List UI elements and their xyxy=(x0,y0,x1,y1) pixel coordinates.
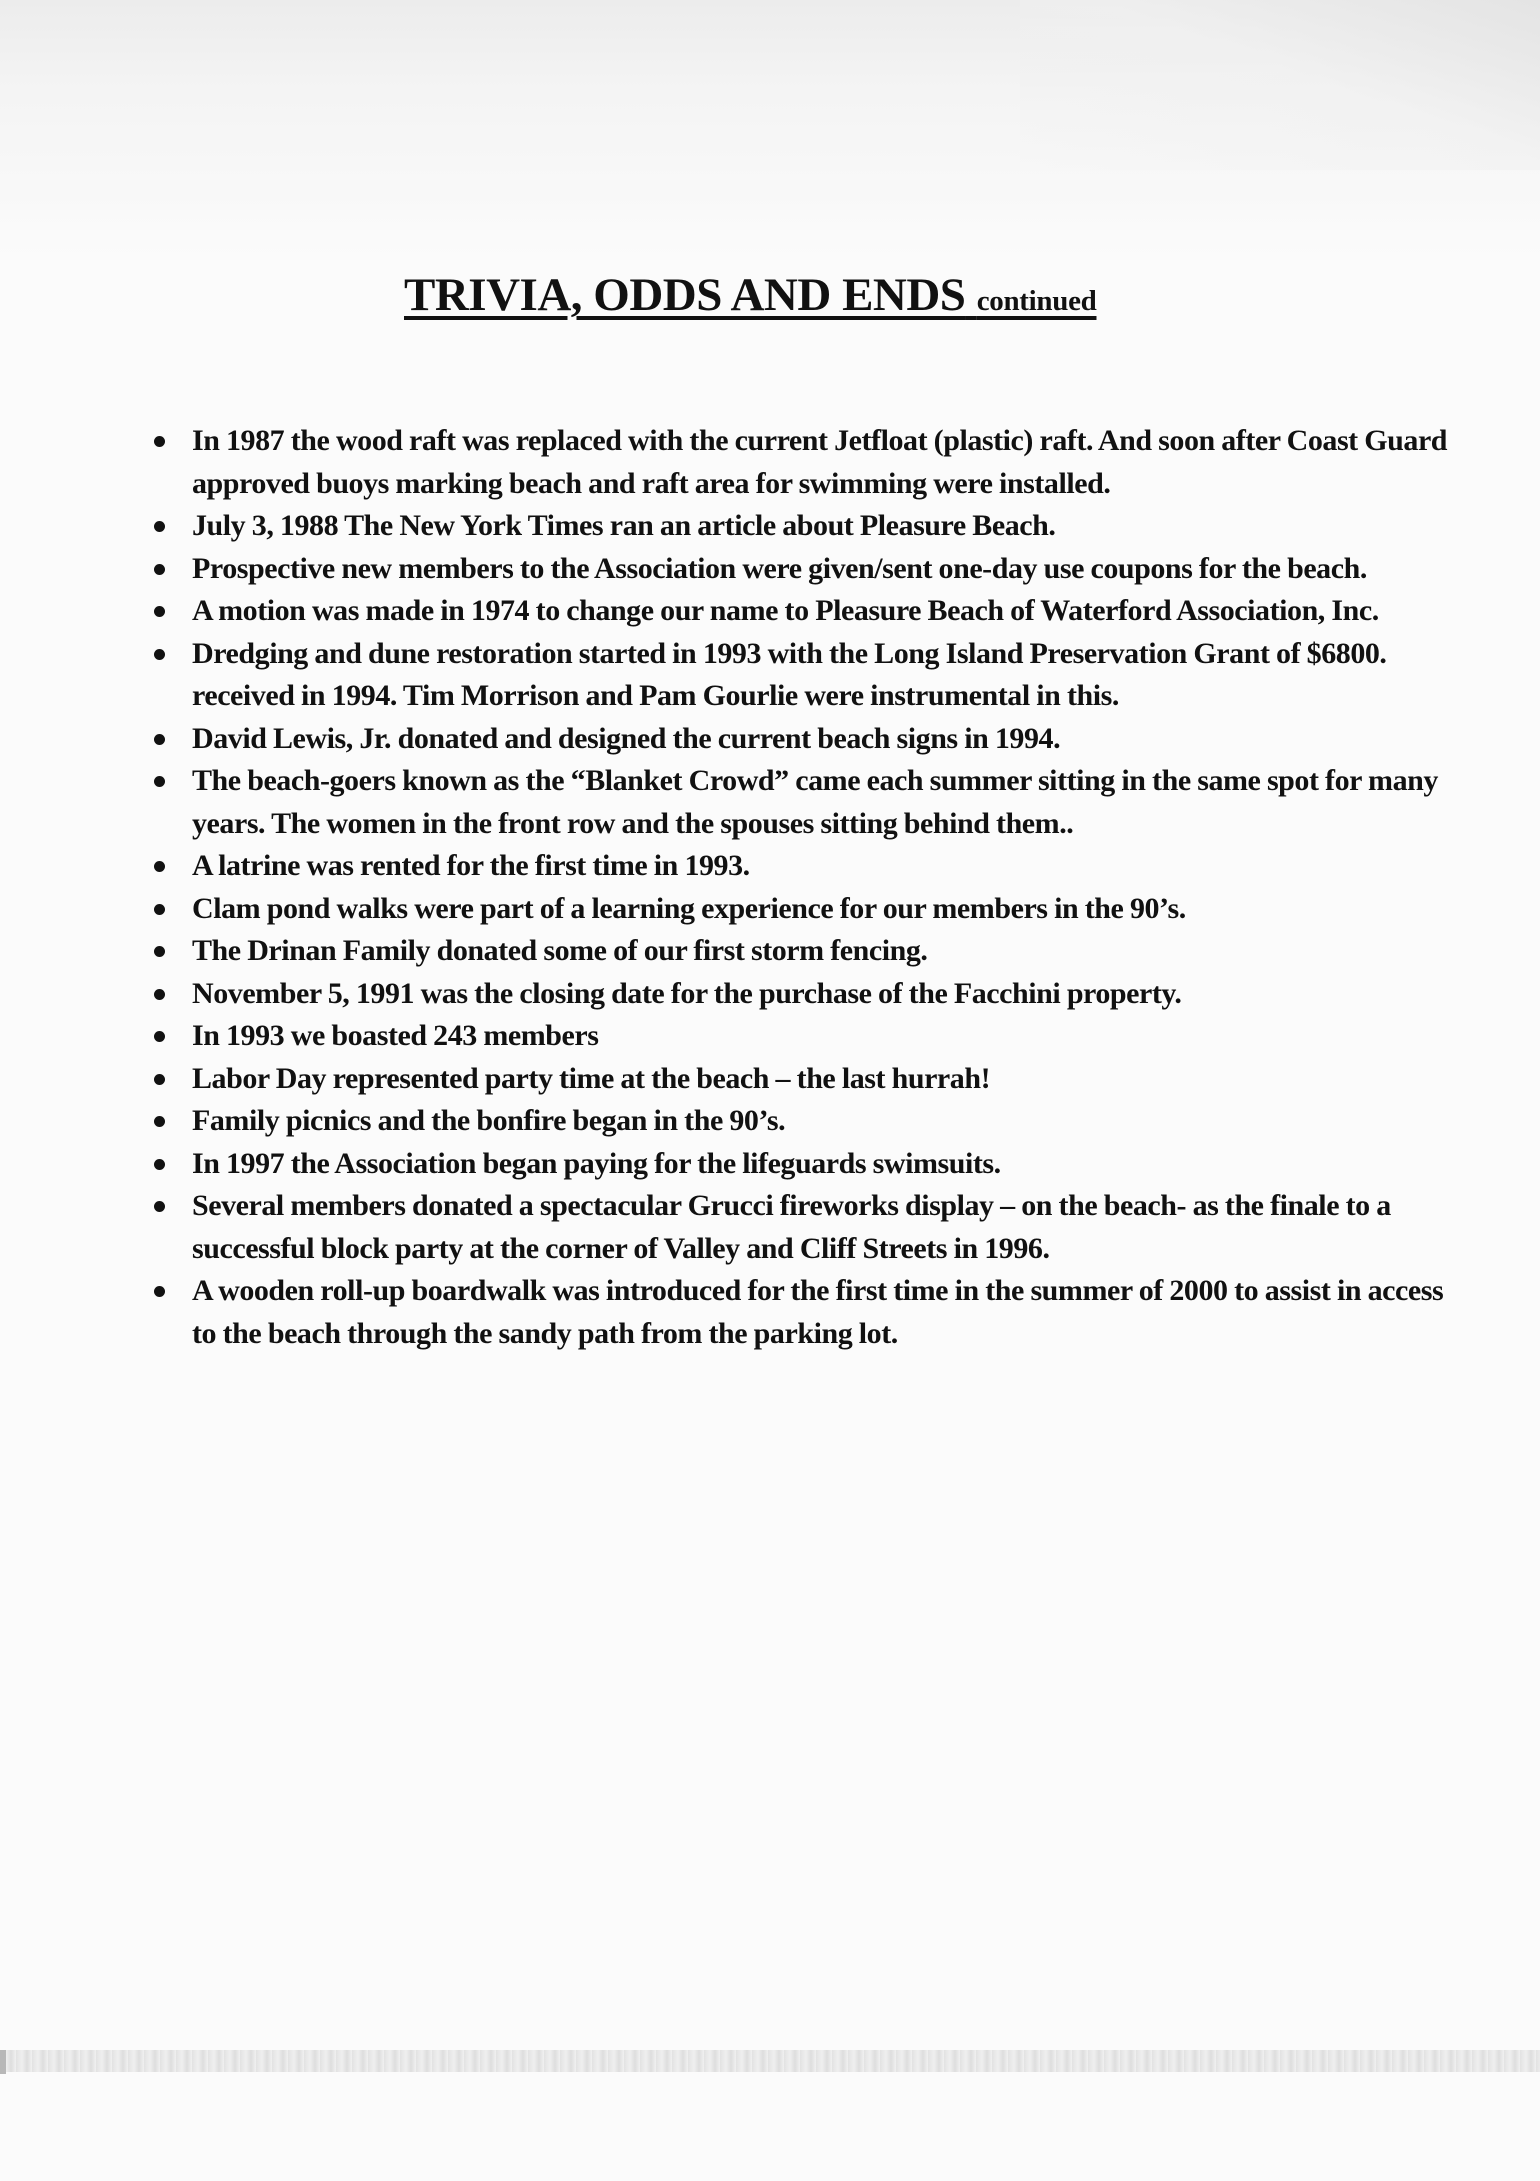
list-item xyxy=(140,718,1470,761)
scan-edge-strip xyxy=(0,2050,1540,2072)
bullet-icon xyxy=(154,1201,165,1212)
list-item xyxy=(140,590,1470,633)
list-item xyxy=(140,930,1470,973)
item-text: In 1993 we boasted 243 members xyxy=(192,1019,599,1052)
bullet-icon xyxy=(154,436,165,447)
item-text: Prospective new members to the Association were given/sent one-day use coupons for the beach. xyxy=(192,551,1367,585)
list-item xyxy=(140,1015,1470,1058)
list-item xyxy=(140,973,1470,1016)
item-text: David Lewis, Jr. donated and designed the current beach signs in 1994. xyxy=(192,721,1061,755)
item-text: July 3, 1988 The New York Times ran an article about Pleasure Beach. xyxy=(192,509,1056,542)
trivia-list xyxy=(140,420,1470,1355)
bullet-icon xyxy=(154,649,165,660)
list-item xyxy=(140,1185,1470,1270)
bullet-icon xyxy=(154,606,165,617)
bullet-icon xyxy=(154,904,165,915)
list-item xyxy=(140,548,1470,591)
item-text: Clam pond walks were part of a learning experience for our members in the 90’s. xyxy=(192,891,1186,925)
list-item xyxy=(140,888,1470,931)
bullet-icon xyxy=(154,1116,165,1127)
page-title xyxy=(404,267,1096,329)
item-text: Family picnics and the bonfire began in the 90’s. xyxy=(192,1104,786,1137)
item-text: In 1997 the Association began paying for the lifeguards swimsuits. xyxy=(192,1146,1001,1180)
item-text: The Drinan Family donated some of our first storm fencing. xyxy=(192,934,928,967)
title-suffix: continued xyxy=(976,285,1097,318)
list-item xyxy=(140,1270,1470,1355)
list-item xyxy=(140,1100,1470,1143)
list-item xyxy=(140,633,1470,718)
bullet-icon xyxy=(154,989,165,1000)
list-item xyxy=(140,505,1470,548)
item-text: November 5, 1991 was the closing date for the purchase of the Facchini property. xyxy=(192,976,1182,1010)
bullet-icon xyxy=(154,946,165,957)
bullet-icon xyxy=(154,1031,165,1042)
item-text: A motion was made in 1974 to change our name to Pleasure Beach of Waterford Association, Inc. xyxy=(192,594,1379,627)
list-item xyxy=(140,1058,1470,1101)
list-item xyxy=(140,845,1470,888)
bullet-icon xyxy=(154,776,165,787)
bullet-icon xyxy=(154,521,165,532)
bullet-icon xyxy=(154,1159,165,1170)
item-text: A wooden roll-up boardwalk was introduced for the first time in the summer of 2000 to assist in access to the beach through the sandy path from the parking lot. xyxy=(192,1274,1444,1350)
list-item xyxy=(140,420,1470,505)
bullet-icon xyxy=(154,1286,165,1297)
list-item xyxy=(140,760,1470,845)
bullet-icon xyxy=(154,734,165,745)
item-text: A latrine was rented for the first time in 1993. xyxy=(192,849,750,882)
item-text: The beach-goers known as the “Blanket Crowd” came each summer sitting in the same spot for many years. The women in the front row and the spouses sitting behind them.. xyxy=(192,764,1438,840)
bullet-icon xyxy=(154,564,165,575)
item-text: Several members donated a spectacular Grucci fireworks display – on the beach- as the finale to a successful block party at the corner of Valley and Cliff Streets in 1996. xyxy=(192,1189,1391,1265)
list-item xyxy=(140,1143,1470,1186)
scan-edge-mark xyxy=(0,2050,6,2074)
bullet-icon xyxy=(154,1074,165,1085)
bullet-icon xyxy=(154,861,165,872)
item-text: Dredging and dune restoration started in 1993 with the Long Island Preservation Grant of $6800. received in 1994. Tim Morrison and Pam Gourlie were instrumental in this. xyxy=(192,636,1387,712)
item-text: In 1987 the wood raft was replaced with the current Jetfloat (plastic) raft. And soon after Coast Guard approved buoys marking beach and raft area for swimming were installed. xyxy=(192,424,1448,500)
title-text: TRIVIA, ODDS AND ENDS xyxy=(404,269,966,322)
item-text: Labor Day represented party time at the beach – the last hurrah! xyxy=(192,1061,991,1095)
